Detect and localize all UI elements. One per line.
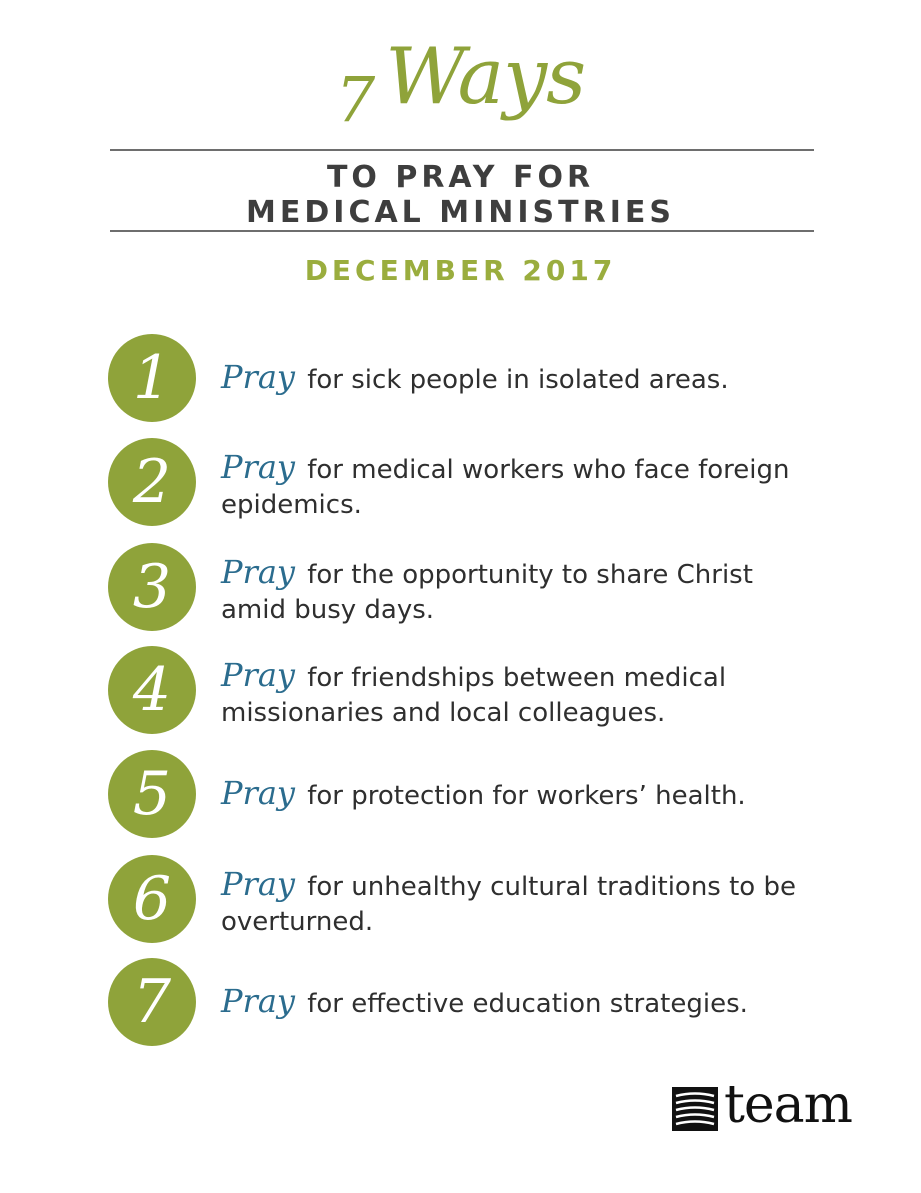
number-badge [108, 855, 196, 943]
item-text [221, 776, 821, 814]
item-body: for friendships between medical missionaries and local colleagues. [221, 663, 727, 728]
number-badge [108, 958, 196, 1046]
team-logo-icon [672, 1087, 718, 1131]
item-body: for effective education strategies. [307, 989, 748, 1019]
subtitle [0, 160, 921, 230]
pray-lead: Pray [221, 865, 295, 903]
list-item [108, 334, 868, 424]
item-text [221, 360, 821, 398]
number-badge-label: 6 [132, 864, 172, 934]
subtitle-line-1: TO PRAY FOR [326, 160, 595, 195]
pray-lead: Pray [221, 448, 295, 486]
page-title [0, 32, 921, 136]
item-text [221, 984, 821, 1022]
pray-lead: Pray [221, 358, 295, 396]
list-item [108, 855, 868, 945]
pray-lead: Pray [221, 656, 295, 694]
list-item [108, 646, 868, 736]
item-body: for medical workers who face foreign epidemics. [221, 455, 790, 520]
number-badge-label: 1 [132, 343, 172, 413]
item-body: for unhealthy cultural traditions to be overturned. [221, 872, 796, 937]
number-badge-label: 3 [132, 552, 172, 622]
number-badge-label: 5 [132, 759, 172, 829]
date-label: DECEMBER 2017 [304, 254, 617, 287]
number-badge [108, 438, 196, 526]
item-body: for the opportunity to share Christ amid busy days. [221, 560, 753, 625]
item-body: for sick people in isolated areas. [307, 365, 729, 395]
title-word: Ways [385, 32, 586, 122]
list-item [108, 958, 868, 1048]
item-text [221, 867, 821, 940]
pray-lead: Pray [221, 774, 295, 812]
bottom-divider [110, 230, 814, 232]
item-body: for protection for workers’ health. [307, 781, 746, 811]
list-item [108, 543, 868, 633]
item-text [221, 555, 821, 628]
list-item [108, 750, 868, 840]
number-badge-label: 7 [132, 967, 172, 1037]
list-item [108, 438, 868, 528]
subtitle-line-2: MEDICAL MINISTRIES [246, 195, 675, 230]
pray-lead: Pray [221, 553, 295, 591]
item-text [221, 658, 821, 731]
number-badge [108, 646, 196, 734]
item-text [221, 450, 821, 523]
number-badge [108, 543, 196, 631]
top-divider [110, 149, 814, 151]
number-badge [108, 750, 196, 838]
title-number: 7 [335, 63, 376, 136]
number-badge [108, 334, 196, 422]
number-badge-label: 2 [132, 447, 172, 517]
pray-lead: Pray [221, 982, 295, 1020]
number-badge-label: 4 [132, 655, 172, 725]
team-logo-text: team [724, 1075, 852, 1135]
